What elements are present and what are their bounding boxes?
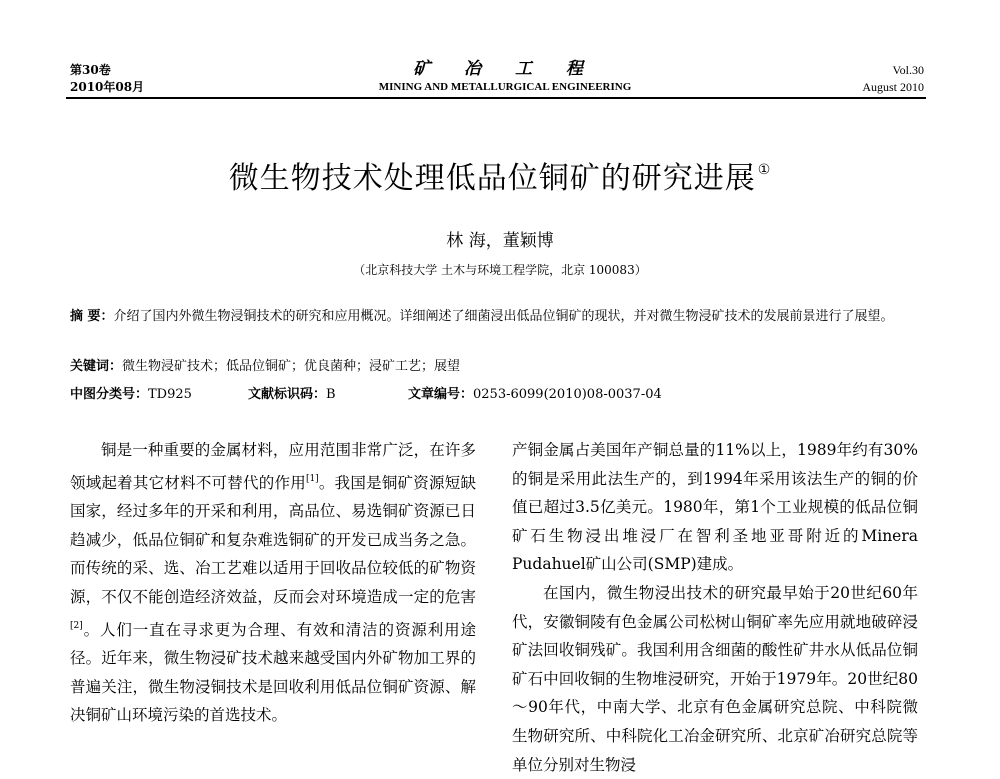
journal-name-cn: 矿 冶 工 程 bbox=[413, 59, 597, 79]
body-paragraph: 产铜金属占美国年产铜总量的11%以上，1989年约有30%的铜是采用此法生产的，到1994年采用该法生产的铜的价值已超过3.5亿美元。1980年，第1个工业规模的低品位铜矿石生物浸出堆浸厂在智利圣地亚哥附近的Minera Pudahuel矿山公司(SMP)建成。 bbox=[512, 441, 918, 574]
abstract bbox=[70, 306, 932, 328]
citation-ref: [1] bbox=[305, 473, 319, 484]
document-code bbox=[248, 384, 408, 406]
issue-date-en: August 2010 bbox=[862, 80, 924, 94]
authors: 林 海，董颖博 bbox=[446, 231, 554, 251]
article-label: 文章编号： bbox=[408, 387, 474, 402]
article-title bbox=[0, 150, 1000, 199]
affiliation: （北京科技大学 土木与环境工程学院，北京 100083） bbox=[353, 263, 647, 277]
body-column-right bbox=[512, 436, 918, 779]
abstract-text: 介绍了国内外微生物浸铜技术的研究和应用概况。详细阐述了细菌浸出低品位铜矿的现状，并对微生物浸矿技术的发展前景进行了展望。 bbox=[113, 309, 894, 324]
clc-value: TD925 bbox=[148, 387, 192, 402]
body-paragraph bbox=[70, 436, 476, 730]
article-value: 0253-6099(2010)08-0037-04 bbox=[473, 387, 662, 402]
volume-number: 第30卷 bbox=[70, 63, 111, 77]
clc-code bbox=[70, 384, 248, 406]
journal-name bbox=[340, 58, 670, 95]
paragraph-text: 铜是一种重要的金属材料，应用范围非常广泛，在许多领域起着其它材料不可替代的作用 bbox=[70, 441, 476, 492]
body-paragraph: 在国内，微生物浸出技术的研究最早始于20世纪60年代，安徽铜陵有色金属公司松树山铜矿率先应用就地破碎浸矿法回收铜残矿。我国利用含细菌的酸性矿井水从低品位铜矿石中回收铜的生物堆浸研究，开始于1979年。20世纪80～90年代，中南大学、北京有色金属研究总院、中科院微生物研究所、中科院化工冶金研究所、北京矿冶研究总院等单位分别对生物浸 bbox=[512, 583, 918, 774]
paragraph-text: 。我国是铜矿资源短缺国家，经过多年的开采和利用，高品位、易选铜矿资源已日趋减少，低品位铜矿和复杂难选铜矿的开发已成当务之急。而传统的采、选、冶工艺难以适用于回收品位较低的矿物资源，不仅不能创造经济效益，反而会对环境造成一定的危害 bbox=[70, 473, 476, 606]
title-footnote-marker: ① bbox=[757, 162, 772, 178]
keywords bbox=[70, 356, 932, 378]
running-header-right bbox=[862, 62, 924, 96]
paragraph-text: 。人们一直在寻求更为合理、有效和清洁的资源利用途径。近年来，微生物浸矿技术越来越受国内外矿物加工界的普遍关注，微生物浸铜技术是回收利用低品位铜矿资源、解决铜矿山环境污染的首选技术。 bbox=[70, 620, 476, 725]
abstract-label: 摘 要： bbox=[70, 309, 114, 324]
clc-label: 中图分类号： bbox=[70, 387, 149, 402]
keywords-label: 关键词： bbox=[70, 359, 123, 374]
article-title-text: 微生物技术处理低品位铜矿的研究进展 bbox=[228, 161, 756, 196]
issue-date-cn: 2010年08月 bbox=[70, 80, 145, 94]
classification-line bbox=[70, 384, 932, 406]
journal-name-en: MINING AND METALLURGICAL ENGINEERING bbox=[378, 81, 632, 93]
running-header-left bbox=[70, 62, 144, 96]
keywords-text: 微生物浸矿技术；低品位铜矿；优良菌种；浸矿工艺；展望 bbox=[122, 359, 461, 374]
header-rule bbox=[66, 97, 926, 99]
doc-value: B bbox=[326, 387, 336, 402]
doc-label: 文献标识码： bbox=[248, 387, 327, 402]
body-column-left bbox=[70, 436, 476, 730]
volume-en: Vol.30 bbox=[892, 63, 924, 77]
article-number bbox=[408, 384, 662, 406]
citation-ref: [2] bbox=[70, 620, 83, 631]
